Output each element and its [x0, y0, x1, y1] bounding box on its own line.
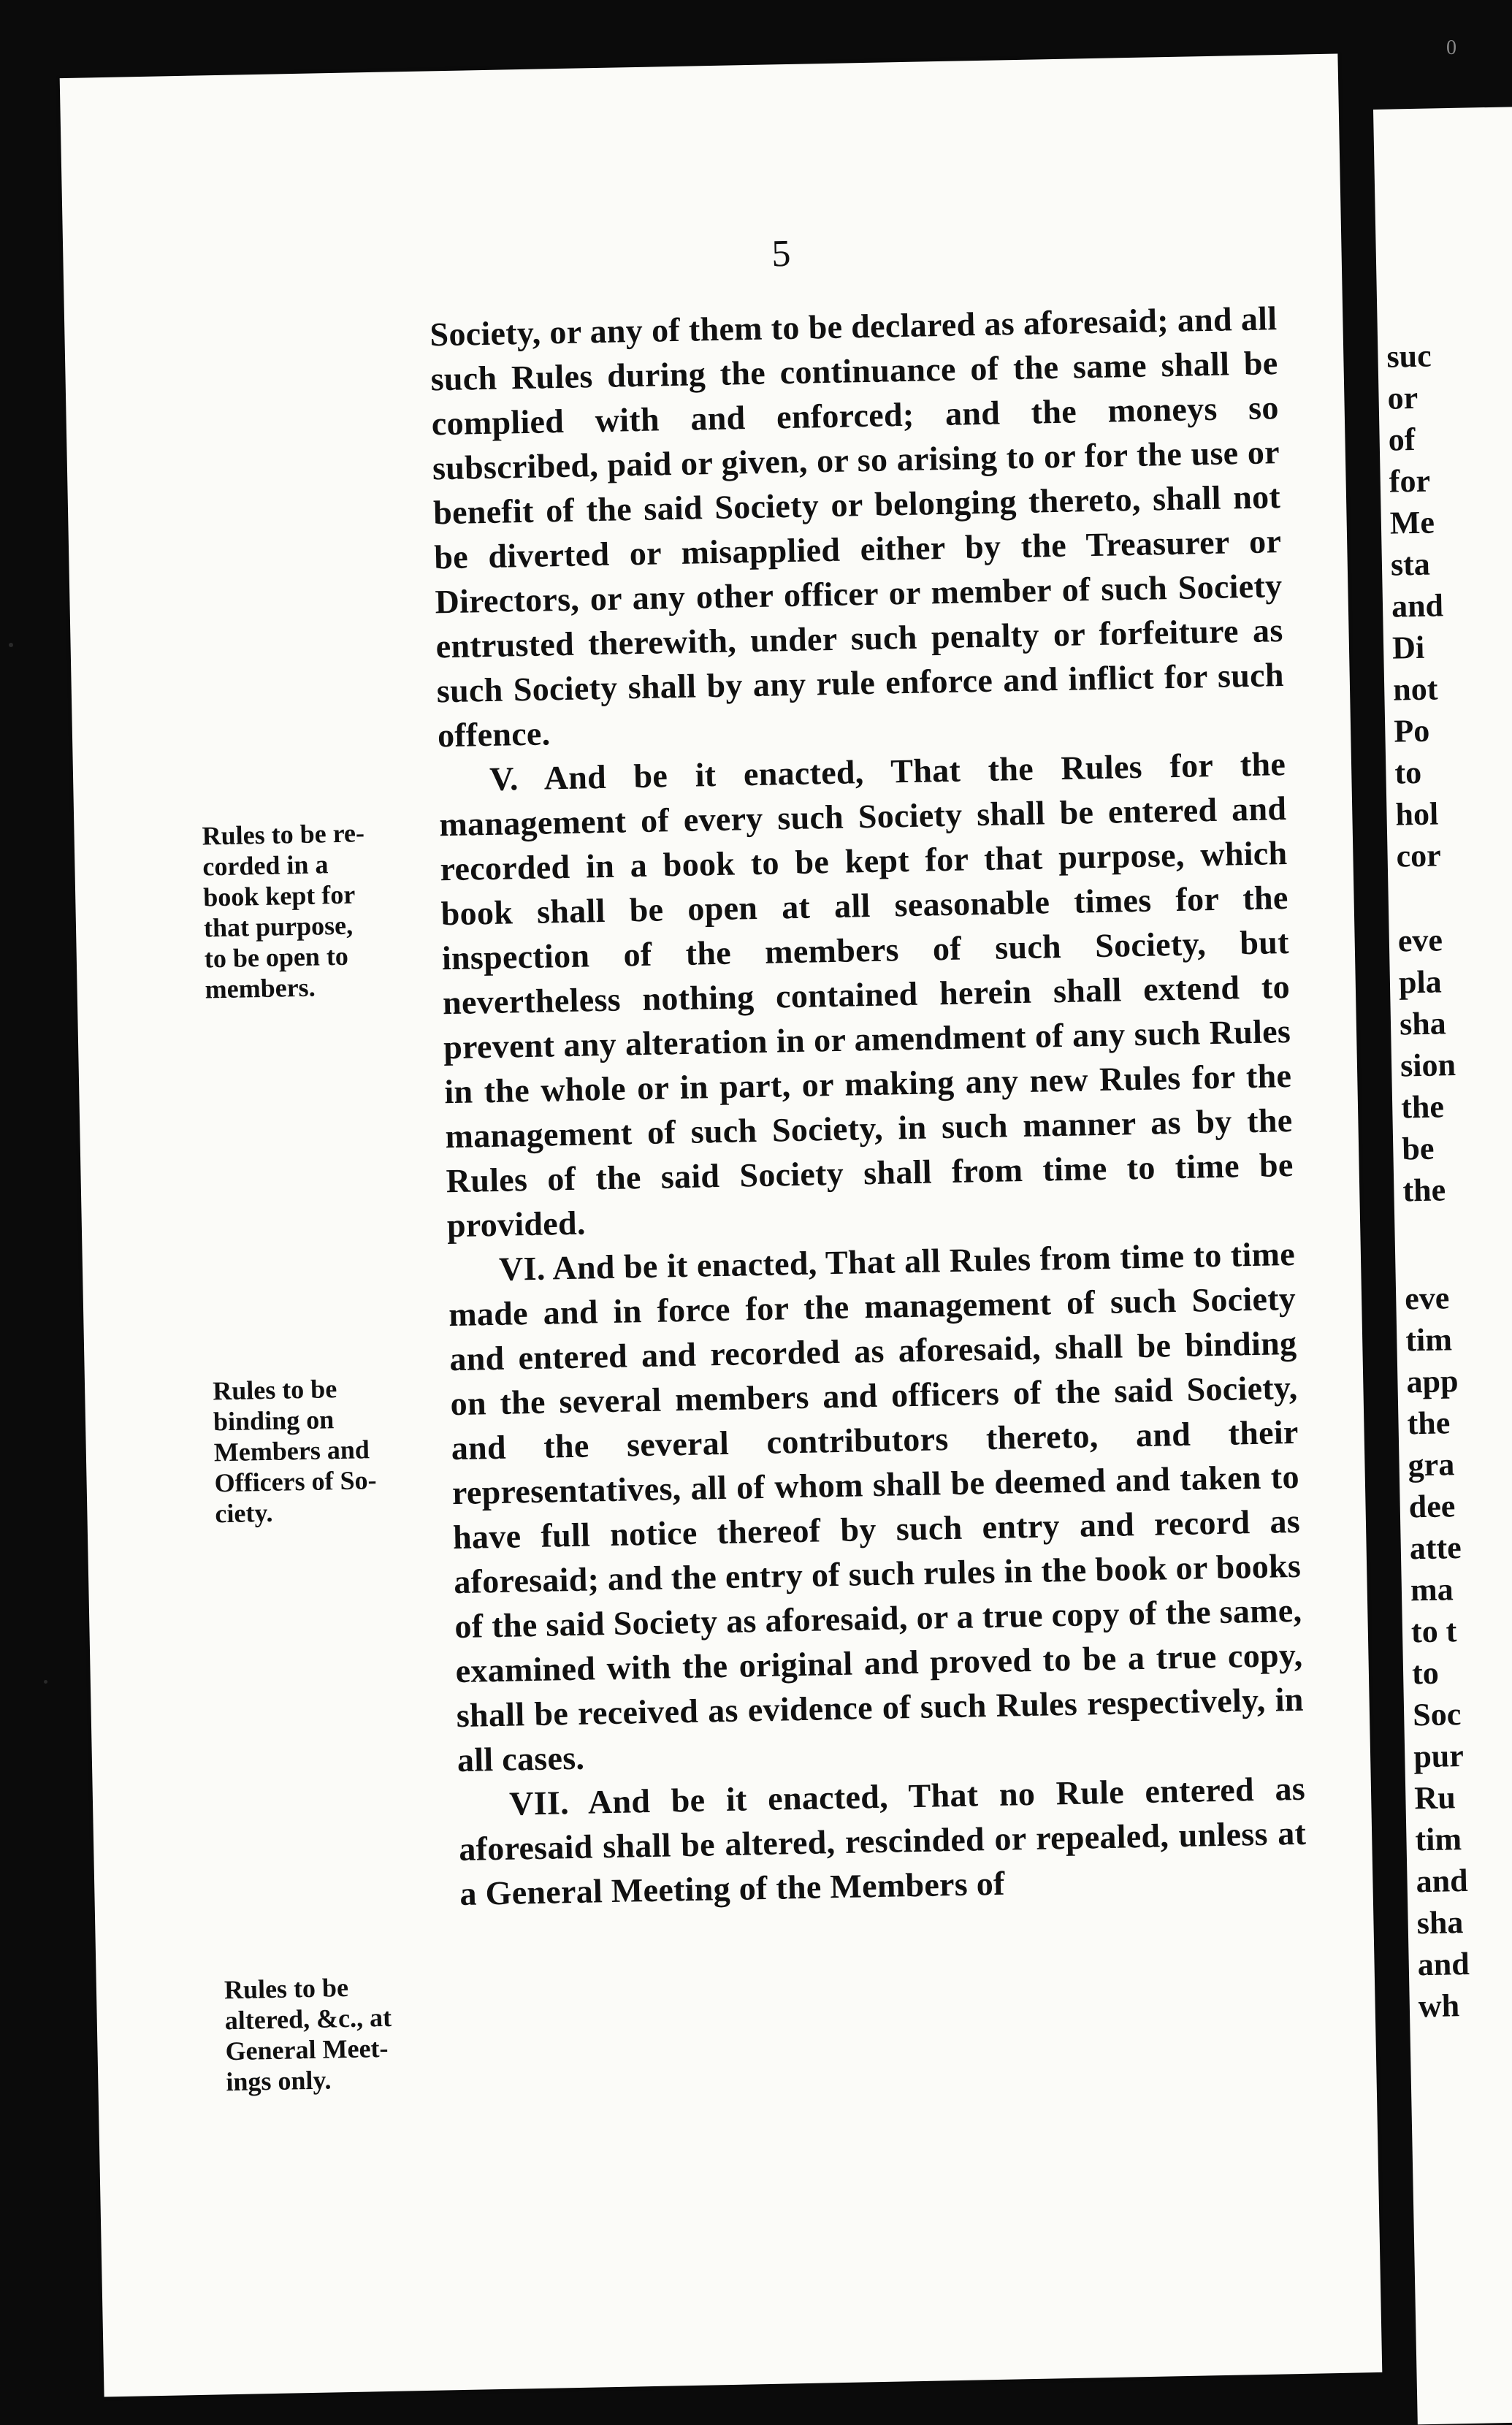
section-v: V. And be it enacted, That the Rules for the management of every such Society shall be entered and recorded in a book to be kept for that purpose, which book shall be open at all seasonable times for the inspection of the members of such Society, but nevertheless nothing contained herein shall extend to prevent any alteration in or amendment of any such Rules in the whole or in part, or making any new Rules for the management of such Society, in such manner as by the Rules of the said Society shall from time to time be provided. [438, 745, 1294, 1245]
margin-note-rules-recorded: Rules to be re- corded in a book kept for that purpose, to be open to members. [202, 818, 365, 1004]
paragraph-continued: Society, or any of them to be declared as aforesaid; and all such Rules during the continuance of the same shall be complied with and enforced; and the moneys so subscribed, paid or given, or so arising to or for the use or benefit of the said Society or belonging thereto, shall not be diverted or misapplied either by the Treasurer or Directors, or any other officer or member of such Society entrusted therewith, under such penalty or forfeiture as such Society shall by any rule enforce and inflict for such offence. [429, 299, 1285, 755]
scan-speck [44, 1680, 47, 1684]
neighbor-lines-top: suc or of for Me sta and Di not Po to hol cor [1386, 337, 1444, 874]
neighbor-lines-lower: eve tim app the gra dee atte ma to t to Soc pur Ru tim and sha and wh [1404, 1280, 1470, 2025]
neighbor-page [1373, 107, 1512, 2425]
margin-note-rules-binding: Rules to be binding on Members and Officers of So- ciety. [212, 1374, 377, 1529]
margin-note-rules-altered: Rules to be altered, &c., at General Meet- ings only. [224, 1972, 392, 2097]
section-vi: VI. And be it enacted, That all Rules from time to time made and in force for the management of such Society and entered and recorded as aforesaid, shall be binding on the several members and officers of the said Society, and the several contributors thereto, and their representatives, all of whom shall be deemed and taken to have full notice thereof by such entry and record as aforesaid; and the entry of such rules in the book or books of the said Society as aforesaid, or a true copy of the same, examined with the original and proved to be a true copy, shall be received as evidence of such Rules respectively, in all cases. [448, 1234, 1305, 1779]
body-text [429, 296, 1307, 1916]
scan-speck [9, 643, 13, 647]
corner-mark: 0 [1446, 37, 1456, 59]
neighbor-lines-middle: eve pla sha sion the be the [1397, 922, 1456, 1209]
section-vii: VII. And be it enacted, That no Rule entered as aforesaid shall be altered, rescinded or repealed, unless at a General Meeting of the Members of [458, 1769, 1307, 1913]
book-page [60, 53, 1383, 2397]
page-number: 5 [771, 232, 792, 275]
